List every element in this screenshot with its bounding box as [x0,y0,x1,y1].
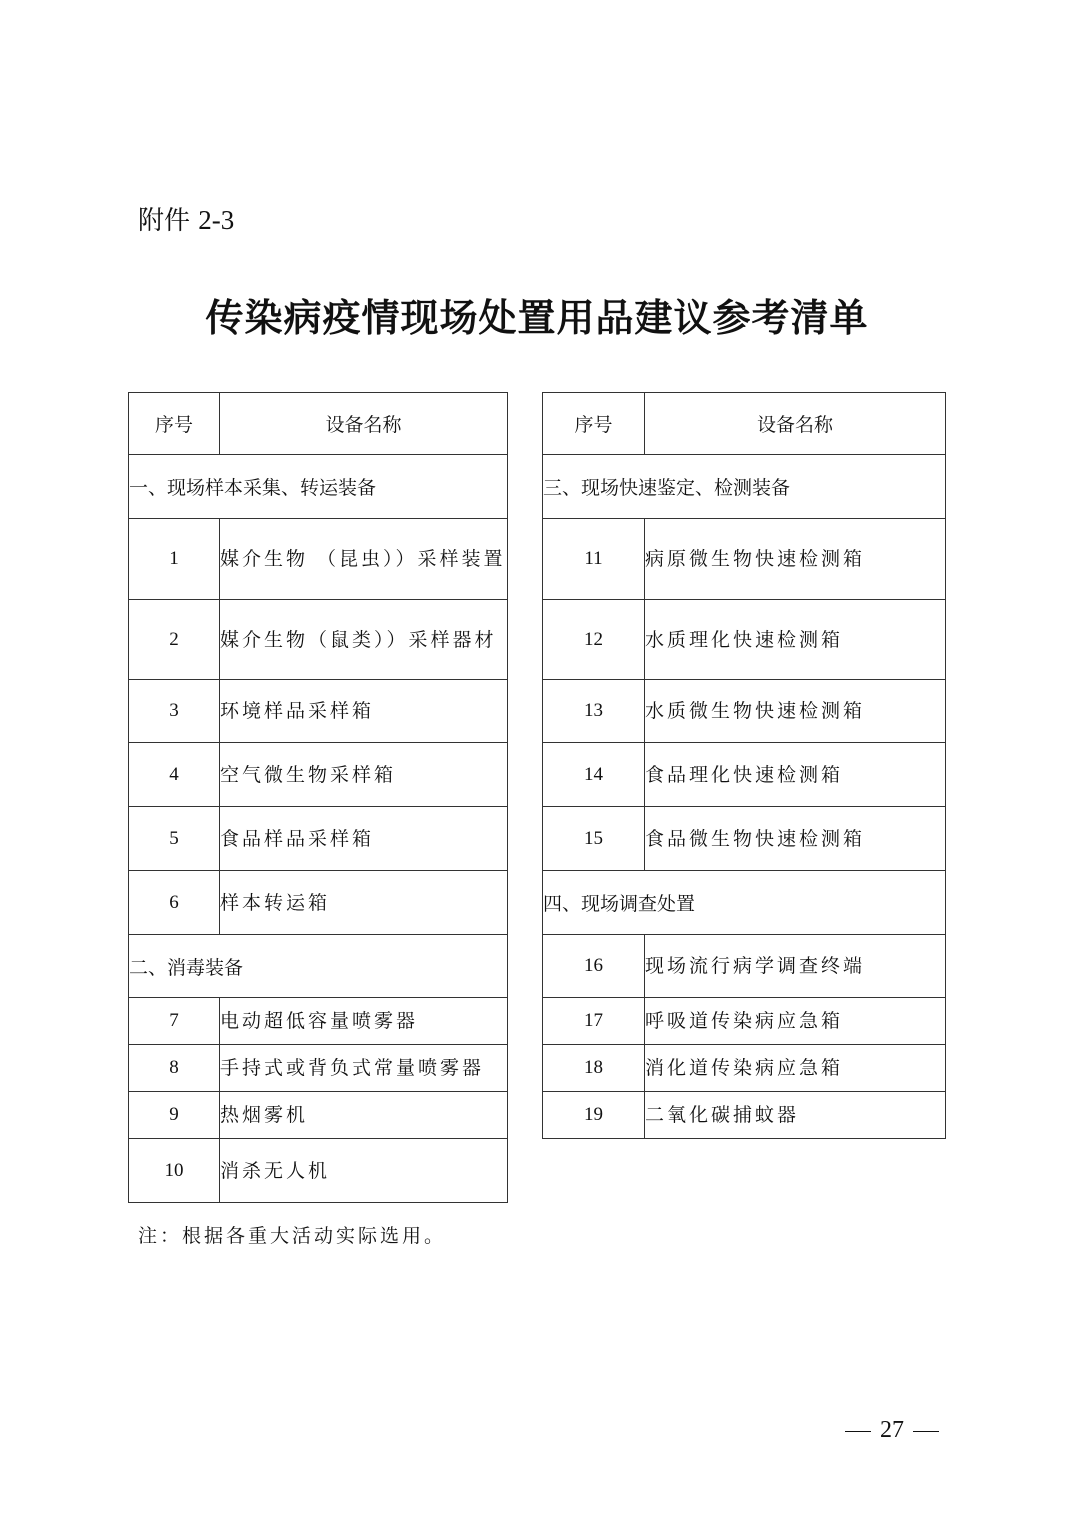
row-name: 消杀无人机 [220,1139,508,1203]
row-name: 消化道传染病应急箱 [645,1045,946,1092]
header-name: 设备名称 [220,393,508,455]
table-row [543,807,946,871]
equipment-table-right [542,392,946,1139]
row-name: 媒介生物 （昆虫））采样装置 [220,519,508,600]
row-no: 18 [543,1045,645,1092]
row-no: 10 [129,1139,220,1203]
row-no: 19 [543,1092,645,1139]
attachment-prefix: 附件 [138,206,191,236]
row-no: 2 [129,600,220,680]
page-number [836,1415,948,1445]
row-no: 7 [129,998,220,1045]
section-row [129,935,508,998]
row-name: 二氧化碳捕蚊器 [645,1092,946,1139]
table-row [129,998,508,1045]
table-row [543,743,946,807]
table-row [543,680,946,743]
row-name: 样本转运箱 [220,871,508,935]
table-row [129,680,508,743]
section-title: 四、现场调查处置 [543,871,946,935]
row-name: 现场流行病学调查终端 [645,935,946,998]
row-no: 11 [543,519,645,600]
header-no: 序号 [543,393,645,455]
table-row [129,600,508,680]
table-header-row [129,393,508,455]
row-no: 6 [129,871,220,935]
table-row [543,935,946,998]
table-row [129,519,508,600]
dash-left [845,1431,871,1432]
section-title: 一、现场样本采集、转运装备 [129,455,508,519]
row-name: 空气微生物采样箱 [220,743,508,807]
row-no: 14 [543,743,645,807]
row-no: 4 [129,743,220,807]
row-no: 16 [543,935,645,998]
row-no: 17 [543,998,645,1045]
row-name: 电动超低容量喷雾器 [220,998,508,1045]
row-name: 食品微生物快速检测箱 [645,807,946,871]
equipment-table-left [128,392,508,1203]
row-no: 5 [129,807,220,871]
table-row [129,743,508,807]
table-row [543,519,946,600]
row-name: 食品样品采样箱 [220,807,508,871]
page-title: 传染病疫情现场处置用品建议参考清单 [205,295,869,340]
table-row [129,1139,508,1203]
row-name: 热烟雾机 [220,1092,508,1139]
row-name: 环境样品采样箱 [220,680,508,743]
attachment-label [138,203,234,238]
dash-right [913,1431,939,1432]
row-name: 媒介生物（鼠类））采样器材 [220,600,508,680]
table-row [543,600,946,680]
row-no: 12 [543,600,645,680]
table-row [543,1092,946,1139]
row-no: 3 [129,680,220,743]
attachment-number: 2-3 [198,205,235,235]
row-no: 8 [129,1045,220,1092]
row-name: 手持式或背负式常量喷雾器 [220,1045,508,1092]
row-name: 水质理化快速检测箱 [645,600,946,680]
row-no: 13 [543,680,645,743]
section-row [543,455,946,519]
section-row [543,871,946,935]
table-row [129,1045,508,1092]
header-no: 序号 [129,393,220,455]
table-row [543,1045,946,1092]
row-name: 食品理化快速检测箱 [645,743,946,807]
section-title: 三、现场快速鉴定、检测装备 [543,455,946,519]
row-no: 15 [543,807,645,871]
table-row [543,998,946,1045]
section-title: 二、消毒装备 [129,935,508,998]
section-row [129,455,508,519]
table-row [129,807,508,871]
header-name: 设备名称 [645,393,946,455]
footnote: 注：根据各重大活动实际选用。 [138,1225,447,1247]
page-number-value: 27 [880,1417,904,1443]
row-name: 呼吸道传染病应急箱 [645,998,946,1045]
row-no: 1 [129,519,220,600]
table-header-row [543,393,946,455]
row-no: 9 [129,1092,220,1139]
table-row [129,871,508,935]
row-name: 水质微生物快速检测箱 [645,680,946,743]
table-row [129,1092,508,1139]
row-name: 病原微生物快速检测箱 [645,519,946,600]
